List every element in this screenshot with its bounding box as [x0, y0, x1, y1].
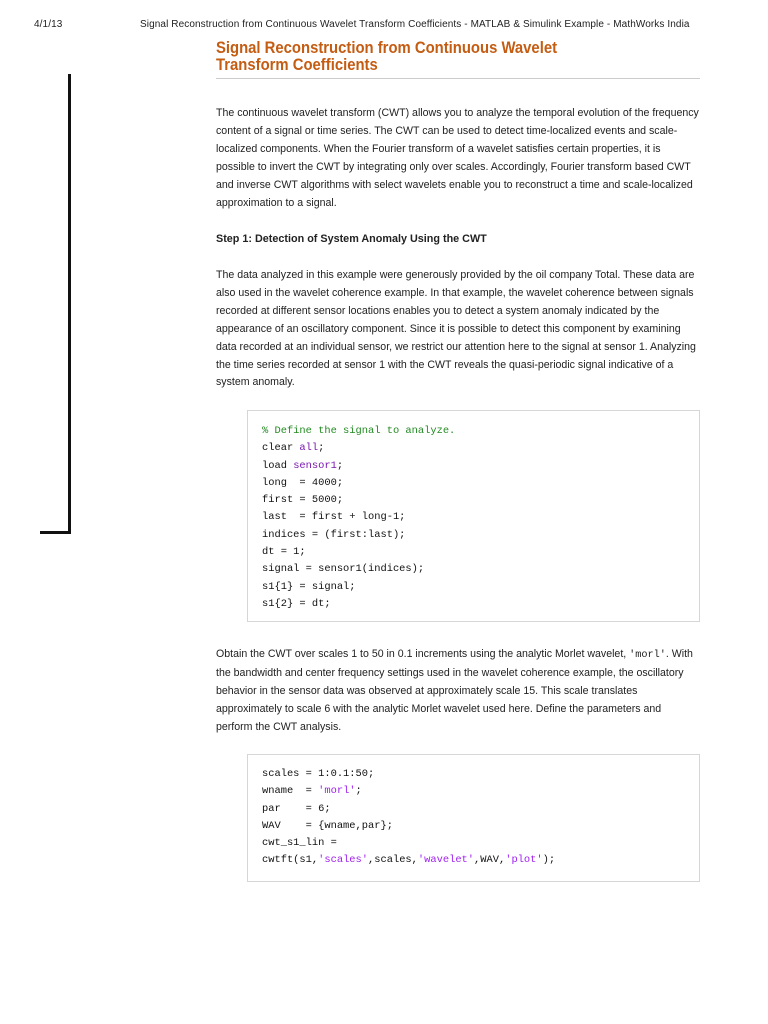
margin-bracket-vertical	[68, 74, 71, 534]
code-line: wname = 'morl';	[262, 785, 362, 798]
step1-heading: Step 1: Detection of System Anomaly Using the CWT	[216, 233, 487, 245]
code-line: s1{2} = dt;	[262, 597, 331, 610]
code-comment: % Define the signal to analyze.	[262, 425, 456, 437]
article-title	[216, 40, 652, 74]
title-divider	[216, 78, 700, 79]
code-line: long = 4000;	[262, 476, 344, 489]
article-title-line-2: Transform Coefficients	[216, 56, 378, 74]
code-line: cwtft(s1,'scales',scales,'wavelet',WAV,'plot');	[262, 854, 556, 867]
code-line: first = 5000;	[262, 494, 344, 507]
code-line: cwt_s1_lin =	[262, 837, 337, 850]
code-line: last = first + long-1;	[262, 511, 406, 524]
article-title-line-1: Signal Reconstruction from Continuous Wavelet	[216, 39, 558, 57]
cwt-parameters-paragraph: Obtain the CWT over scales 1 to 50 in 0.1 increments using the analytic Morlet wavelet, 'morl'. With the bandwidth and center frequency settings used in the wavelet coherence example, the oscillatory behavior in the sensor data was observed at approximately scale 15. This scale translates approximately to scale 6 with the analytic Morlet wavelet used here. Define the parameters and perform the CWT analysis.	[216, 648, 693, 733]
code-line: signal = sensor1(indices);	[262, 563, 425, 576]
code-line: clear all;	[262, 442, 325, 455]
print-date: 4/1/13	[34, 19, 63, 30]
code-line: WAV = {wname,par};	[262, 819, 393, 832]
code-block-cwt-analysis	[247, 754, 700, 882]
code-line: indices = (first:last);	[262, 528, 406, 541]
code-line: par = 6;	[262, 802, 331, 815]
print-page-title: Signal Reconstruction from Continuous Wavelet Transform Coefficients - MATLAB & Simulink Example - MathWorks India	[140, 19, 690, 30]
code-line: load sensor1;	[262, 459, 344, 472]
code-line: scales = 1:0.1:50;	[262, 768, 375, 780]
code-line: s1{1} = signal;	[262, 580, 356, 593]
code-line: dt = 1;	[262, 546, 306, 559]
code-block-define-signal	[247, 410, 700, 622]
intro-paragraph: The continuous wavelet transform (CWT) allows you to analyze the temporal evolution of the frequency content of a signal or time series. The CWT can be used to detect time-localized events and scale-localized components. When the Fourier transform of a wavelet satisfies certain properties, it is possible to invert the CWT by integrating only over scales. Accordingly, Fourier transform based CWT and inverse CWT algorithms with select wavelets enable you to reconstruct a time and scale-localized approximation to a signal.	[216, 107, 699, 209]
inline-code-morl: 'morl'	[629, 650, 666, 661]
step1-paragraph: The data analyzed in this example were generously provided by the oil company Total. These data are also used in the wavelet coherence example. In that example, the wavelet coherence between signals recorded at different sensor locations enables you to detect a system anomaly indicated by the appearance of an oscillatory component. Since it is possible to detect this component by examining data recorded at an individual sensor, we restrict our attention here to the signal at sensor 1. Analyzing the time series recorded at sensor 1 with the CWT reveals the quasi-periodic signal indicative of a system anomaly.	[216, 269, 696, 389]
margin-bracket-horizontal	[40, 531, 71, 534]
